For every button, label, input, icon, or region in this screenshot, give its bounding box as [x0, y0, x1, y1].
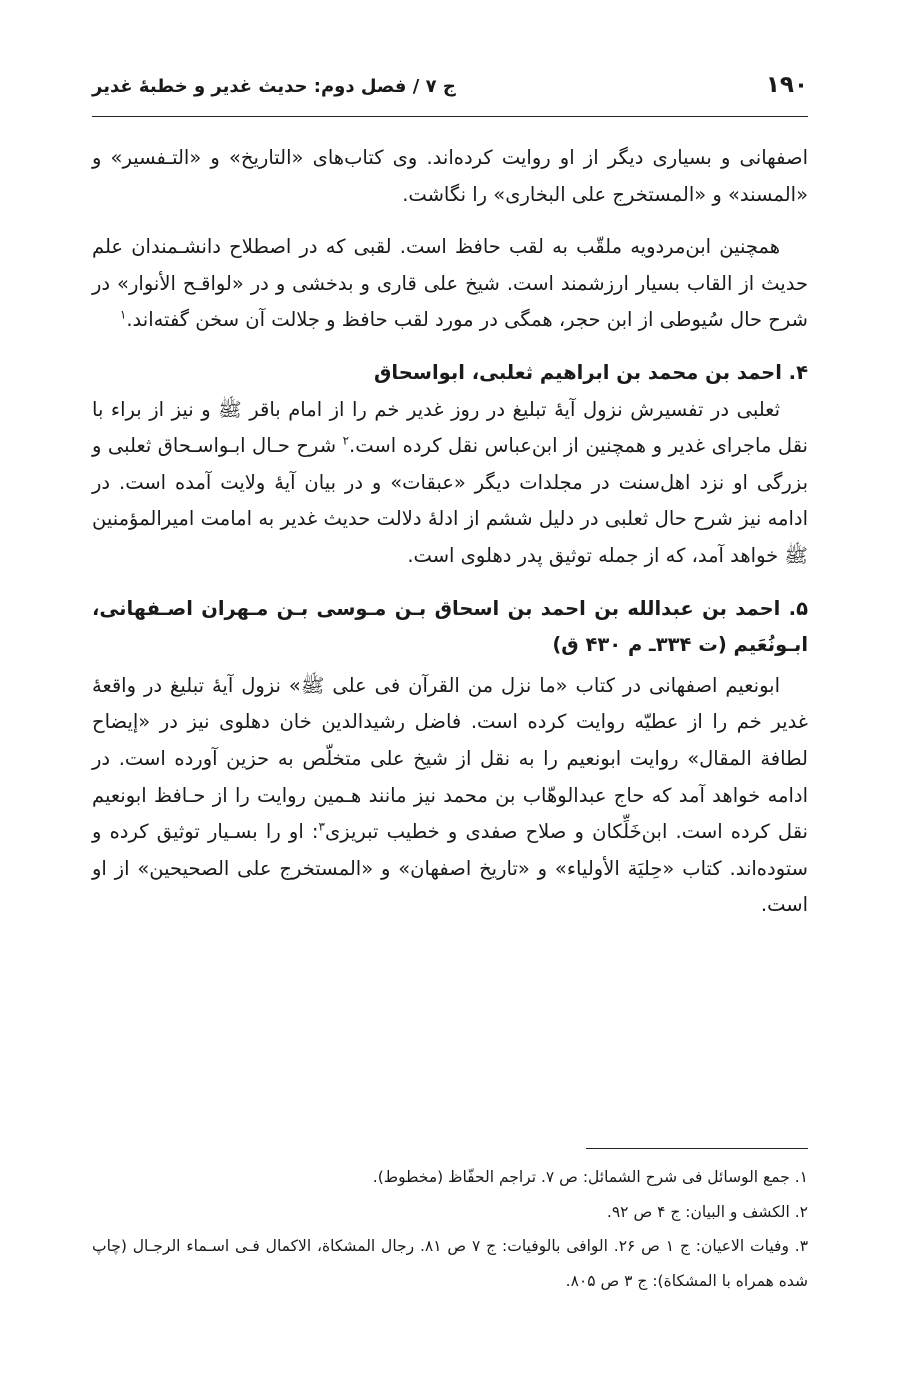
footnote-ref-2: ۲ [342, 433, 350, 448]
footnotes [92, 1160, 808, 1298]
footnote-ref-3: ۳ [318, 819, 325, 834]
footnote-divider [586, 1148, 808, 1149]
section-heading-5: ۵. احمد بن عبدالله بن احمد بن اسحاق بـن مـوسی بـن مـهران اصـفهانی، ابـونُعَیم (ت ۳۳۴ـ م ۴۳۰ ق) [92, 596, 808, 657]
page-number: ۱۹۰ [765, 72, 808, 98]
footnote-1: ۱. جمع الوسائل فی شرح الشمائل: ص ۷. تراجم الحفّاظ (مخطوط). [372, 1168, 808, 1186]
footnote-3: ۳. وفیات الاعیان: ج ۱ ص ۲۶. الوافی بالوفیات: ج ۷ ص ۸۱. رجال المشکاة، الاکمال فـی اسـماء الرجـال (چاپ شده همراه با المشکاة): ج ۳ ص ۸۰۵. [92, 1237, 809, 1290]
paragraph-ibn-mardawayh: همچنین ابن‌مردویه ملقّب به لقب حافظ است. لقبی که در اصطلاح دانشـمندان علم حدیث از القاب بسیار ارزشمند است. شیخ علی قاری و بدخشی و در «لواقـح الأنوار» در شرح حال سُیوطی از ابن حجر، همگی در مورد لقب حافظ و جلالت آن سخن گفته‌اند.$^۱$ [92, 235, 808, 332]
paragraph-thalabi: ثعلبی در تفسیرش نزول آیهٔ تبلیغ در روز غدیر خم را از امام باقر ﷺ و نیز از براء با نقل ماجرای غدیر و همچنین از ابن‌عباس نقل کرده است.$^۲$ شرح حـال ابـواسـحاق ثعلبی و بزرگی او نزد اهل‌سنت در مجلدات دیگر «عبقات» و در بیان آیهٔ ولایت آمده است. در ادامه نیز شرح حال ثعلبی در دلیل ششم از ادلهٔ دلالت حدیث غدیر به امامت امیرالمؤمنین ﷺ خواهد آمد، که از جمله توثیق پدر دهلوی است. [92, 397, 808, 567]
main-text [92, 140, 808, 924]
paragraph-continuation: اصفهانی و بسیاری دیگر از او روایت کرده‌اند. وی کتاب‌های «التاریخ» و «التـفسیر» و «المسند» و «المستخرج علی البخاری» را نگاشت. [92, 146, 808, 206]
footnote-ref-1: ۱ [119, 307, 127, 322]
section-heading-4: ۴. احمد بن محمد بن ابراهیم ثعلبی، ابواسحاق [374, 360, 808, 384]
paragraph-abu-nuaym: ابونعیم اصفهانی در کتاب «ما نزل من القرآن فی علی ﷺ» نزول آیهٔ تبلیغ در واقعهٔ غدیر خم را از عطیّه روایت کرده است. فاضل رشیدالدین خان دهلوی نیز در «إیضاح لطافة المقال» روایت ابونعیم را به نقل از شیخ علی متخلّص به حزین آورده است. در ادامه خواهد آمد که حاج عبدالوهّاب بن محمد نیز مانند هـمین روایت را از حـافظ ابونعیم نقل کرده است. ابن‌خَلِّکان و صلاح صفدی و خطیب تبریزی$^۳$: او را بسـیار توثیق کرده و ستوده‌اند. کتاب «حِلیَة الأولیاء» و «تاریخ اصفهان» و «المستخرج علی الصحیحین» از او است. [92, 673, 808, 917]
footnote-2: ۲. الکشف و البیان: ج ۴ ص ۹۲. [606, 1202, 808, 1221]
page-header [92, 68, 808, 117]
running-title: ج ۷ / فصل دوم: حدیث غدیر و خطبهٔ غدیر [92, 76, 456, 97]
